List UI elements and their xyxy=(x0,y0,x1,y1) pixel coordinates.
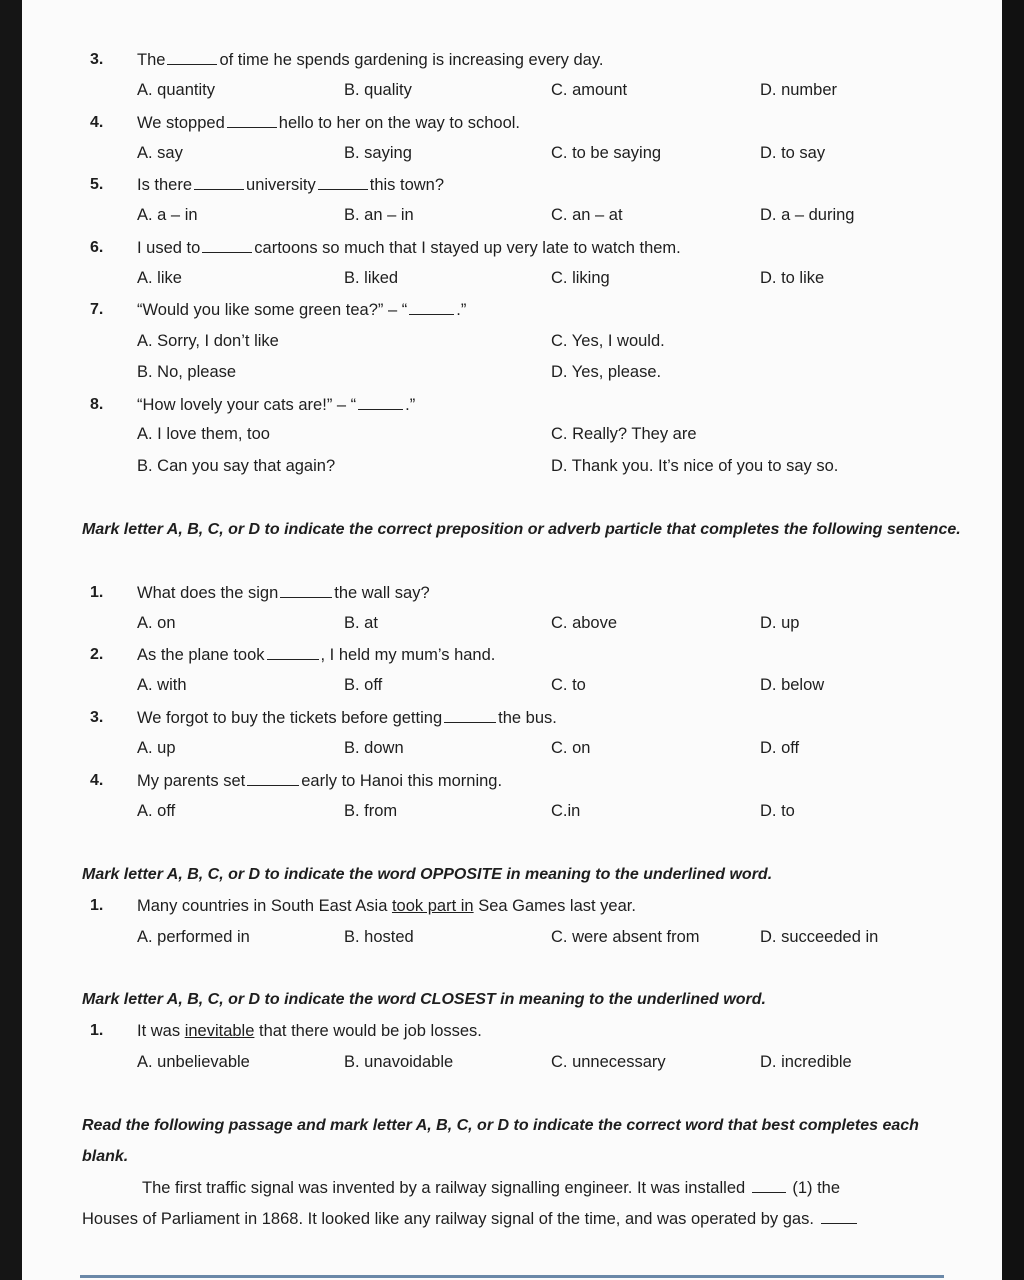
answer-option[interactable]: B. liked xyxy=(344,269,399,287)
stem-text: “How lovely your cats are!” – “ xyxy=(137,396,357,414)
stem-text: cartoons so much that I stayed up very late to watch them. xyxy=(254,239,681,257)
answer-option[interactable]: B. Can you say that again? xyxy=(137,457,336,475)
question-stem xyxy=(137,175,444,195)
answer-blank[interactable] xyxy=(194,175,244,190)
answer-option[interactable]: D. to say xyxy=(760,144,826,162)
question-stem xyxy=(137,395,415,415)
answer-option[interactable]: B. quality xyxy=(344,81,412,99)
question-stem xyxy=(137,583,430,603)
stem-text: Sea Games last year. xyxy=(473,897,636,915)
question-stem xyxy=(137,300,466,320)
answer-option[interactable]: C. to xyxy=(551,676,586,694)
stem-text: this town? xyxy=(369,176,445,194)
stem-text: As the plane took xyxy=(137,646,265,664)
answer-option[interactable]: B. saying xyxy=(344,144,412,162)
answer-option[interactable]: A. with xyxy=(137,676,187,694)
answer-option[interactable]: A. up xyxy=(137,739,176,757)
question-stem xyxy=(137,708,557,728)
question-number: 1. xyxy=(90,897,104,914)
answer-option[interactable]: A. performed in xyxy=(137,928,250,946)
answer-blank[interactable] xyxy=(267,645,319,660)
passage-line xyxy=(82,1204,950,1235)
bottom-rule xyxy=(80,1275,944,1278)
stem-text: We forgot to buy the tickets before getting xyxy=(137,709,443,727)
answer-option[interactable]: D. Thank you. It’s nice of you to say so. xyxy=(551,457,839,475)
worksheet-page xyxy=(22,0,1002,1280)
question-number: 3. xyxy=(90,709,104,726)
question-stem xyxy=(137,771,502,791)
left-background-edge xyxy=(0,0,22,1280)
stem-text: , I held my mum’s hand. xyxy=(320,646,496,664)
answer-blank[interactable] xyxy=(444,708,496,723)
answer-blank[interactable] xyxy=(821,1209,857,1224)
answer-blank[interactable] xyxy=(409,300,454,315)
answer-blank[interactable] xyxy=(752,1178,786,1193)
answer-option[interactable]: D. succeeded in xyxy=(760,928,879,946)
answer-option[interactable]: D. incredible xyxy=(760,1053,852,1071)
answer-blank[interactable] xyxy=(167,50,217,65)
answer-option[interactable]: A. like xyxy=(137,269,182,287)
stem-text: .” xyxy=(405,396,416,414)
answer-option[interactable]: D. up xyxy=(760,614,800,632)
underlined-word: took part in xyxy=(391,897,474,915)
question-number: 1. xyxy=(90,584,104,601)
question-stem xyxy=(137,238,681,258)
question-number: 7. xyxy=(90,301,104,318)
instruction-preposition: Mark letter A, B, C, or D to indicate the correct preposition or adverb particle that completes the following sentence. xyxy=(82,521,961,538)
question-number: 1. xyxy=(90,1022,104,1039)
answer-option[interactable]: B. at xyxy=(344,614,378,632)
stem-text: early to Hanoi this morning. xyxy=(301,772,503,790)
stem-text: I used to xyxy=(137,239,201,257)
stem-text: We stopped xyxy=(137,114,225,132)
reading-passage xyxy=(82,1173,950,1235)
passage-line xyxy=(82,1173,950,1204)
question-number: 4. xyxy=(90,114,104,131)
question-number: 8. xyxy=(90,396,104,413)
answer-option[interactable]: C. to be saying xyxy=(551,144,662,162)
answer-option[interactable]: C. above xyxy=(551,614,618,632)
stem-text: of time he spends gardening is increasing every day. xyxy=(219,51,604,69)
answer-option[interactable]: A. a – in xyxy=(137,206,198,224)
answer-option[interactable]: C. amount xyxy=(551,81,628,99)
stem-text: What does the sign xyxy=(137,584,279,602)
answer-option[interactable]: D. to like xyxy=(760,269,825,287)
answer-blank[interactable] xyxy=(358,395,403,410)
right-background-edge xyxy=(1002,0,1024,1280)
answer-option[interactable]: A. off xyxy=(137,802,176,820)
instruction-closest: Mark letter A, B, C, or D to indicate the word CLOSEST in meaning to the underlined word. xyxy=(82,991,766,1008)
answer-option[interactable]: D. off xyxy=(760,739,800,757)
answer-option[interactable]: C. Really? They are xyxy=(551,425,697,443)
answer-option[interactable]: A. say xyxy=(137,144,183,162)
answer-option[interactable]: D. below xyxy=(760,676,825,694)
answer-option[interactable]: B. down xyxy=(344,739,404,757)
answer-option[interactable]: C. unnecessary xyxy=(551,1053,666,1071)
answer-blank[interactable] xyxy=(227,113,277,128)
answer-option[interactable]: B. unavoidable xyxy=(344,1053,454,1071)
stem-text: .” xyxy=(456,301,467,319)
question-number: 3. xyxy=(90,51,104,68)
stem-text: the bus. xyxy=(498,709,557,727)
answer-option[interactable]: B. from xyxy=(344,802,398,820)
question-stem xyxy=(137,50,603,70)
answer-option[interactable]: A. I love them, too xyxy=(137,425,270,443)
answer-option[interactable]: D. a – during xyxy=(760,206,855,224)
instruction-passage: Read the following passage and mark letter A, B, C, or D to indicate the correct word that best completes each blank. xyxy=(82,1117,919,1165)
question-stem xyxy=(137,896,636,916)
answer-option[interactable]: A. Sorry, I don’t like xyxy=(137,332,279,350)
stem-text: the wall say? xyxy=(334,584,430,602)
answer-option[interactable]: D. number xyxy=(760,81,838,99)
stem-text: Is there xyxy=(137,176,193,194)
answer-option[interactable]: C.in xyxy=(551,802,581,820)
stem-text: It was xyxy=(137,1022,185,1040)
question-stem xyxy=(137,645,495,665)
answer-option[interactable]: A. quantity xyxy=(137,81,215,99)
underlined-word: inevitable xyxy=(184,1022,255,1040)
instruction-opposite: Mark letter A, B, C, or D to indicate the word OPPOSITE in meaning to the underlined word. xyxy=(82,866,773,883)
answer-option[interactable]: C. on xyxy=(551,739,591,757)
question-number: 2. xyxy=(90,646,104,663)
answer-option[interactable]: B. off xyxy=(344,676,383,694)
answer-option[interactable]: B. an – in xyxy=(344,206,414,224)
question-stem xyxy=(137,113,520,133)
question-number: 6. xyxy=(90,239,104,256)
answer-option[interactable]: A. unbelievable xyxy=(137,1053,250,1071)
answer-blank[interactable] xyxy=(247,771,299,786)
answer-option[interactable]: B. hosted xyxy=(344,928,414,946)
answer-option[interactable]: C. Yes, I would. xyxy=(551,332,665,350)
answer-blank[interactable] xyxy=(318,175,368,190)
stem-text: that there would be job losses. xyxy=(254,1022,482,1040)
stem-text: hello to her on the way to school. xyxy=(278,114,520,132)
stem-text: university xyxy=(246,176,316,194)
question-number: 5. xyxy=(90,176,104,193)
answer-option[interactable]: C. an – at xyxy=(551,206,623,224)
passage-text: (1) the xyxy=(787,1179,841,1197)
answer-option[interactable]: A. on xyxy=(137,614,176,632)
answer-option[interactable]: B. No, please xyxy=(137,363,237,381)
stem-text: “Would you like some green tea?” – “ xyxy=(137,301,408,319)
question-number: 4. xyxy=(90,772,104,789)
answer-option[interactable]: C. were absent from xyxy=(551,928,700,946)
stem-text: My parents set xyxy=(137,772,246,790)
stem-text: The xyxy=(137,51,166,69)
stem-text: Many countries in South East Asia xyxy=(137,897,392,915)
answer-blank[interactable] xyxy=(202,238,252,253)
passage-text: Houses of Parliament in 1868. It looked like any railway signal of the time, and was operated by gas. xyxy=(82,1210,819,1228)
answer-option[interactable]: D. Yes, please. xyxy=(551,363,662,381)
passage-text: The first traffic signal was invented by a railway signalling engineer. It was installed xyxy=(142,1179,750,1197)
answer-option[interactable]: C. liking xyxy=(551,269,610,287)
question-stem xyxy=(137,1021,482,1041)
answer-option[interactable]: D. to xyxy=(760,802,795,820)
answer-blank[interactable] xyxy=(280,583,332,598)
